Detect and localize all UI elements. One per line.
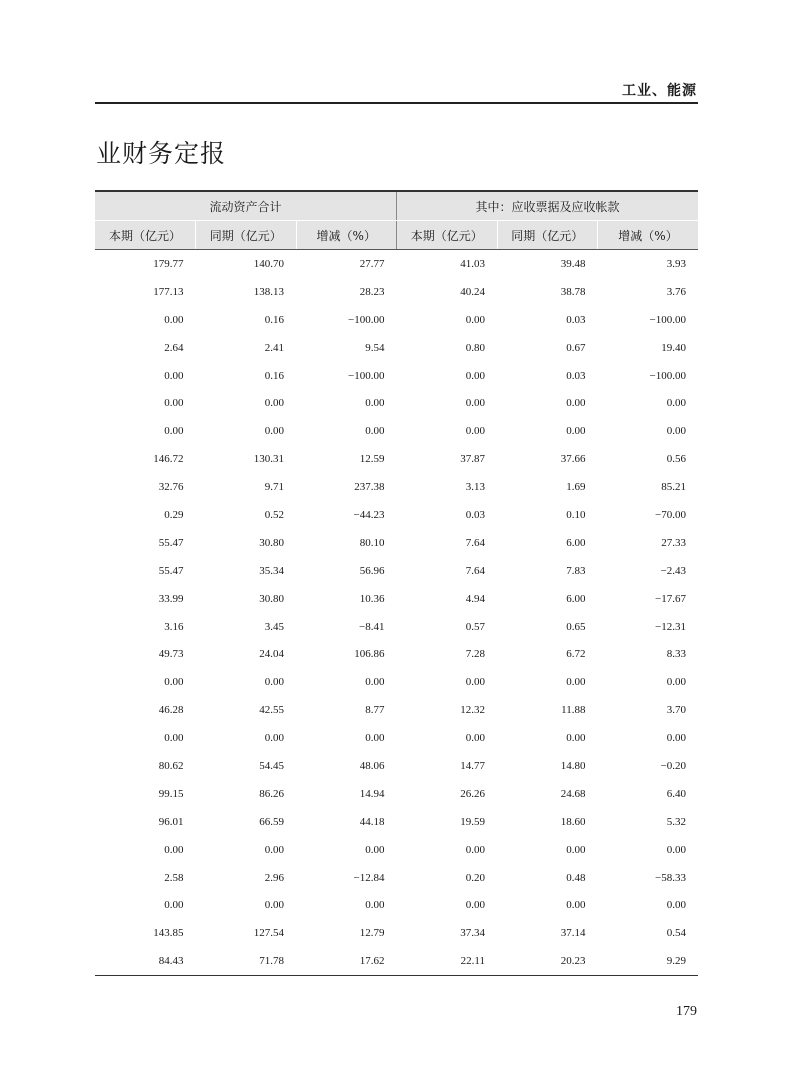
financial-table <box>95 190 698 976</box>
table-cell: 0.00 <box>365 899 385 912</box>
table-cell: 0.00 <box>465 676 485 689</box>
table-cell: 85.21 <box>661 481 686 494</box>
table-cell: 0.03 <box>465 508 485 521</box>
table-cell: 0.48 <box>566 871 586 884</box>
table-cell: 177.13 <box>153 285 184 298</box>
table-cell: 0.54 <box>666 927 686 940</box>
table-cell: 39.48 <box>560 257 586 270</box>
header-rule <box>95 102 698 104</box>
table-row <box>95 696 698 724</box>
table-cell: 99.15 <box>158 787 184 800</box>
table-cell: 0.00 <box>164 313 184 326</box>
table-cell: 26.26 <box>460 787 485 800</box>
table-cell: 0.00 <box>164 899 184 912</box>
table-cell: 0.00 <box>465 369 485 382</box>
table-cell: −100.00 <box>348 369 385 382</box>
table-row <box>95 445 698 473</box>
table-cell: −100.00 <box>649 313 686 326</box>
table-cell: 0.00 <box>164 732 184 745</box>
column-header: 增减（%） <box>598 221 699 250</box>
table-cell: 0.00 <box>164 843 184 856</box>
table-cell: 0.00 <box>264 676 284 689</box>
table-row <box>95 891 698 919</box>
table-cell: 27.77 <box>359 257 385 270</box>
table-row <box>95 250 698 278</box>
table-cell: 3.45 <box>264 620 284 633</box>
table-cell: 0.00 <box>164 397 184 410</box>
table-cell: 3.70 <box>666 704 686 717</box>
section-header: 工业、能源 <box>622 83 697 99</box>
table-cell: 9.29 <box>598 947 699 975</box>
table-cell: 146.72 <box>153 453 184 466</box>
column-header: 增减（%） <box>296 221 397 250</box>
table-cell: 17.62 <box>296 947 397 975</box>
financial-table-container <box>95 190 698 976</box>
table-cell: 4.94 <box>465 592 485 605</box>
table-cell: 24.68 <box>560 787 586 800</box>
table-cell: 6.40 <box>666 787 686 800</box>
column-header: 本期（亿元） <box>397 221 498 250</box>
table-cell: 179.77 <box>153 257 184 270</box>
group-header-receivables: 其中：应收票据及应收帐款 <box>397 191 699 221</box>
table-row <box>95 306 698 334</box>
table-cell: 49.73 <box>158 648 184 661</box>
table-cell: 0.00 <box>365 425 385 438</box>
table-cell: 42.55 <box>259 704 284 717</box>
table-cell: 5.32 <box>666 815 686 828</box>
table-cell: 0.00 <box>465 843 485 856</box>
table-row <box>95 529 698 557</box>
table-cell: 0.03 <box>566 369 586 382</box>
table-cell: 41.03 <box>460 257 485 270</box>
table-cell: 33.99 <box>158 592 184 605</box>
table-cell: 80.62 <box>158 759 184 772</box>
table-cell: 0.16 <box>264 313 284 326</box>
table-cell: 96.01 <box>158 815 184 828</box>
table-body <box>95 250 698 976</box>
table-cell: 66.59 <box>259 815 284 828</box>
table-row <box>95 585 698 613</box>
table-cell: 27.33 <box>661 536 686 549</box>
table-cell: 0.00 <box>164 369 184 382</box>
table-cell: 0.16 <box>264 369 284 382</box>
group-header-current-assets: 流动资产合计 <box>95 191 397 221</box>
table-cell: 0.00 <box>365 732 385 745</box>
table-cell: 8.77 <box>365 704 385 717</box>
table-cell: 19.40 <box>661 341 686 354</box>
table-cell: 19.59 <box>460 815 485 828</box>
table-row <box>95 919 698 947</box>
table-cell: 2.64 <box>164 341 184 354</box>
table-cell: 0.00 <box>666 732 686 745</box>
table-cell: 143.85 <box>153 927 184 940</box>
table-cell: 0.00 <box>465 397 485 410</box>
table-cell: 3.76 <box>666 285 686 298</box>
table-cell: 38.78 <box>560 285 586 298</box>
page-number: 179 <box>676 1004 697 1019</box>
table-cell: 14.94 <box>359 787 385 800</box>
table-cell: 71.78 <box>196 947 297 975</box>
table-cell: −17.67 <box>655 592 686 605</box>
table-cell: 46.28 <box>158 704 184 717</box>
table-cell: 32.76 <box>158 481 184 494</box>
table-cell: 55.47 <box>158 564 184 577</box>
table-row <box>95 808 698 836</box>
table-cell: 0.00 <box>465 313 485 326</box>
table-cell: 2.41 <box>264 341 284 354</box>
table-cell: 24.04 <box>259 648 284 661</box>
table-cell: 0.00 <box>264 425 284 438</box>
table-cell: 1.69 <box>566 481 586 494</box>
table-row <box>95 780 698 808</box>
table-cell: 2.58 <box>164 871 184 884</box>
table-cell: 20.23 <box>497 947 598 975</box>
column-header: 同期（亿元） <box>497 221 598 250</box>
table-row <box>95 752 698 780</box>
table-cell: 14.77 <box>460 759 485 772</box>
table-cell: −2.43 <box>660 564 686 577</box>
table-cell: −100.00 <box>649 369 686 382</box>
table-cell: 0.20 <box>465 871 485 884</box>
table-cell: 0.00 <box>566 397 586 410</box>
table-cell: 0.00 <box>566 899 586 912</box>
table-cell: 3.93 <box>666 257 686 270</box>
table-cell: 0.52 <box>264 508 284 521</box>
table-cell: 0.00 <box>465 899 485 912</box>
table-cell: 30.80 <box>259 536 284 549</box>
table-cell: −0.20 <box>660 759 686 772</box>
table-cell: −8.41 <box>359 620 385 633</box>
table-cell: 106.86 <box>354 648 385 661</box>
column-header-row <box>95 221 698 250</box>
table-cell: 0.00 <box>566 732 586 745</box>
table-cell: 55.47 <box>158 536 184 549</box>
table-row <box>95 947 698 975</box>
table-cell: −44.23 <box>353 508 385 521</box>
table-row <box>95 557 698 585</box>
group-header-row <box>95 191 698 221</box>
table-cell: 30.80 <box>259 592 284 605</box>
table-cell: −12.31 <box>655 620 686 633</box>
table-row <box>95 334 698 362</box>
table-row <box>95 724 698 752</box>
table-cell: 9.71 <box>264 481 284 494</box>
table-cell: 0.00 <box>365 397 385 410</box>
table-cell: 0.00 <box>465 425 485 438</box>
table-cell: 10.36 <box>359 592 385 605</box>
table-cell: 28.23 <box>359 285 385 298</box>
table-cell: 0.00 <box>566 425 586 438</box>
table-cell: 3.16 <box>164 620 184 633</box>
table-cell: 37.34 <box>460 927 485 940</box>
table-cell: 0.56 <box>666 453 686 466</box>
column-header: 本期（亿元） <box>95 221 196 250</box>
table-cell: 8.33 <box>666 648 686 661</box>
table-cell: 37.66 <box>560 453 586 466</box>
table-row <box>95 389 698 417</box>
table-cell: 0.00 <box>365 843 385 856</box>
table-cell: 0.00 <box>566 676 586 689</box>
table-cell: 7.64 <box>465 564 485 577</box>
table-cell: −12.84 <box>353 871 385 884</box>
column-header: 同期（亿元） <box>196 221 297 250</box>
table-cell: 0.00 <box>666 899 686 912</box>
table-cell: 138.13 <box>253 285 284 298</box>
table-cell: 40.24 <box>460 285 485 298</box>
table-cell: 18.60 <box>560 815 586 828</box>
table-cell: 48.06 <box>359 759 385 772</box>
table-row <box>95 640 698 668</box>
table-cell: 2.96 <box>264 871 284 884</box>
table-cell: 14.80 <box>560 759 586 772</box>
table-cell: 0.00 <box>264 397 284 410</box>
table-cell: 0.00 <box>164 425 184 438</box>
table-cell: 12.79 <box>359 927 385 940</box>
table-row <box>95 668 698 696</box>
table-cell: 237.38 <box>354 481 385 494</box>
table-cell: 0.00 <box>264 732 284 745</box>
table-cell: 44.18 <box>359 815 385 828</box>
table-cell: 6.00 <box>566 536 586 549</box>
table-cell: 35.34 <box>259 564 284 577</box>
table-cell: 0.80 <box>465 341 485 354</box>
table-cell: 3.13 <box>465 481 485 494</box>
table-cell: 37.87 <box>460 453 485 466</box>
table-cell: 0.00 <box>666 843 686 856</box>
table-cell: 0.00 <box>264 843 284 856</box>
table-cell: 0.00 <box>666 397 686 410</box>
table-cell: 0.65 <box>566 620 586 633</box>
table-cell: 0.00 <box>666 676 686 689</box>
table-cell: 140.70 <box>253 257 284 270</box>
table-row <box>95 278 698 306</box>
table-cell: 12.32 <box>460 704 485 717</box>
table-cell: 0.03 <box>566 313 586 326</box>
table-cell: 56.96 <box>359 564 385 577</box>
table-cell: 54.45 <box>259 759 284 772</box>
table-cell: 0.10 <box>566 508 586 521</box>
table-row <box>95 362 698 390</box>
table-row <box>95 613 698 641</box>
page-title: 业财务定报 <box>96 139 227 168</box>
table-row <box>95 864 698 892</box>
table-cell: 0.00 <box>666 425 686 438</box>
table-cell: 84.43 <box>95 947 196 975</box>
table-cell: 127.54 <box>253 927 284 940</box>
table-cell: 22.11 <box>397 947 498 975</box>
table-cell: 9.54 <box>365 341 385 354</box>
table-cell: 0.57 <box>465 620 485 633</box>
table-cell: 0.00 <box>465 732 485 745</box>
table-cell: 6.00 <box>566 592 586 605</box>
table-cell: 0.29 <box>164 508 184 521</box>
table-row <box>95 473 698 501</box>
table-cell: 11.88 <box>561 704 586 717</box>
table-cell: 7.28 <box>465 648 485 661</box>
table-cell: 0.00 <box>264 899 284 912</box>
table-cell: 7.83 <box>566 564 586 577</box>
table-cell: −100.00 <box>348 313 385 326</box>
table-cell: 12.59 <box>359 453 385 466</box>
table-cell: 0.67 <box>566 341 586 354</box>
table-row <box>95 501 698 529</box>
table-cell: −70.00 <box>655 508 686 521</box>
table-cell: 0.00 <box>566 843 586 856</box>
table-cell: 7.64 <box>465 536 485 549</box>
table-cell: 80.10 <box>359 536 385 549</box>
table-cell: 37.14 <box>560 927 586 940</box>
table-cell: 86.26 <box>259 787 284 800</box>
table-cell: 0.00 <box>164 676 184 689</box>
table-cell: 6.72 <box>566 648 586 661</box>
table-row <box>95 836 698 864</box>
table-cell: 130.31 <box>253 453 284 466</box>
table-cell: 0.00 <box>365 676 385 689</box>
table-row <box>95 417 698 445</box>
table-cell: −58.33 <box>655 871 686 884</box>
